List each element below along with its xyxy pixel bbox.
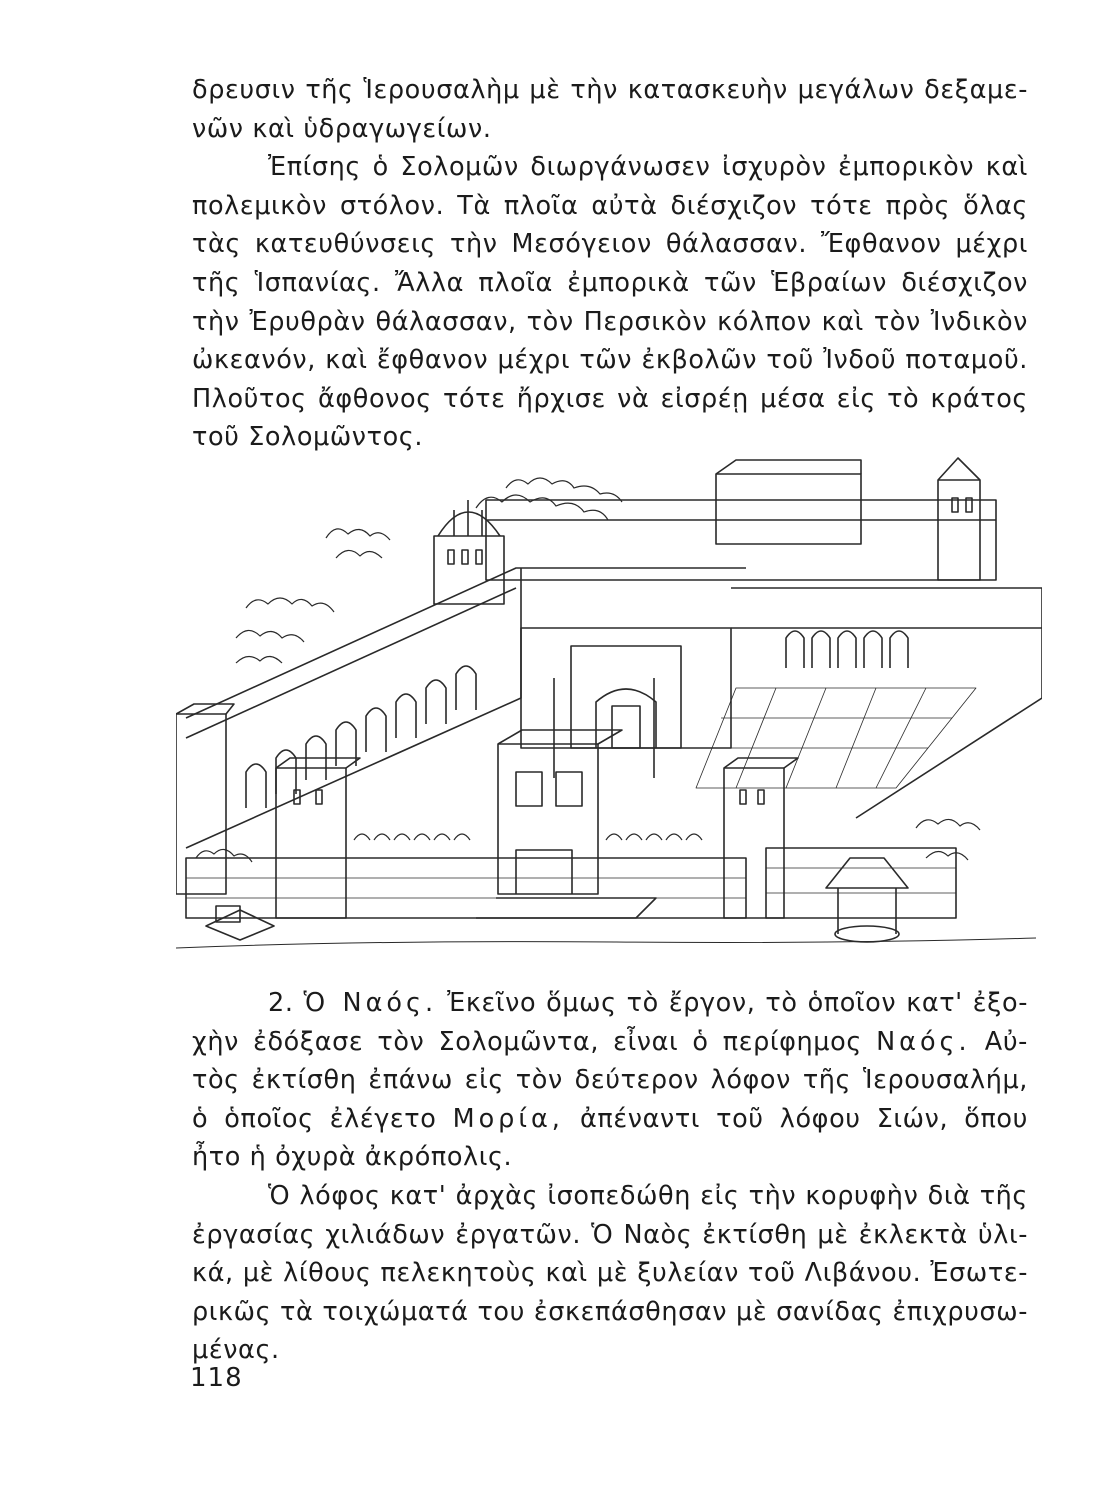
text-fragment: Ἐκεῖνο ὅμως τὸ ἔργον, τὸ ὁποῖον κατ' ἐξο- bbox=[447, 988, 1028, 1018]
paragraph-1 bbox=[192, 71, 1028, 148]
text-line: Ὁ λόφος κατ' ἀρχὰς ἰσοπεδώθη εἰς τὴν κορυφὴν διὰ τῆς bbox=[268, 1180, 1028, 1211]
text-line: νῶν καὶ ὑδραγωγείων. bbox=[192, 113, 492, 144]
upper-text bbox=[192, 71, 1028, 457]
text-fragment: χὴν ἐδόξασε τὸν Σολομῶντα, εἶναι ὁ περίφημος bbox=[192, 1026, 862, 1057]
text-line: κά, μὲ λίθους πελεκητοὺς καὶ μὲ ξυλείαν τοῦ Λιβάνου. Ἐσωτε- bbox=[192, 1258, 1028, 1289]
text-line: τὴν Ἐρυθρὰν θάλασσαν, τὸν Περσικὸν κόλπον καὶ τὸν Ἰνδικὸν bbox=[192, 306, 1028, 337]
section-paragraph-cont bbox=[192, 1023, 1028, 1177]
text-line bbox=[192, 984, 1028, 1023]
page-number: 118 bbox=[190, 1363, 243, 1393]
text-line: ἦτο ἡ ὀχυρὰ ἀκρόπολις. bbox=[192, 1142, 513, 1173]
text-line: Πλοῦτος ἄφθονος τότε ἤρχισε νὰ εἰσρέῃ μέσα εἰς τὸ κράτος bbox=[192, 383, 1028, 414]
emphasized-word: Ναός. bbox=[876, 1026, 971, 1057]
text-line: τοῦ Σολομῶντος. bbox=[192, 422, 424, 453]
text-line: ὠκεανόν, καὶ ἔφθανον μέχρι τῶν ἐκβολῶν τοῦ Ἰνδοῦ ποταμοῦ. bbox=[192, 345, 1028, 376]
left-arcade bbox=[246, 666, 476, 808]
front-arcade bbox=[354, 834, 702, 840]
text-line: Ἐπίσης ὁ Σολομῶν διωργάνωσεν ἰσχυρὸν ἐμπορικὸν καὶ bbox=[268, 152, 1028, 183]
text-line bbox=[192, 1100, 1028, 1139]
section-paragraph bbox=[192, 984, 1028, 1023]
text-line: ρικῶς τὰ τοιχώματά του ἐσκεπάσθησαν μὲ σανίδας ἐπιχρυσω- bbox=[192, 1296, 1028, 1327]
text-fragment: Αὐ- bbox=[984, 1026, 1028, 1057]
text-line: τὸς ἐκτίσθη ἐπάνω εἰς τὸν δεύτερον λόφον τῆς Ἱερουσαλήμ, bbox=[192, 1065, 1028, 1096]
text-line: δρευσιν τῆς Ἱερουσαλὴμ μὲ τὴν κατασκευὴν μεγάλων δεξαμε- bbox=[192, 75, 1028, 105]
text-line: μένας. bbox=[192, 1335, 280, 1366]
text-line: τὰς κατευθύνσεις τὴν Μεσόγειον θάλασσαν. Ἔφθανον μέχρι bbox=[192, 229, 1028, 260]
temple-illustration bbox=[176, 448, 1042, 978]
right-arcade bbox=[786, 631, 908, 668]
paragraph-4 bbox=[192, 1177, 1028, 1370]
lower-text bbox=[192, 984, 1028, 1370]
text-line: ἐργασίας χιλιάδων ἐργατῶν. Ὁ Ναὸς ἐκτίσθη μὲ ἐκλεκτὰ ὑλι- bbox=[192, 1219, 1028, 1250]
text-fragment: ἀπέναντι τοῦ λόφου Σιών, ὅπου bbox=[580, 1103, 1028, 1134]
paragraph-2 bbox=[192, 148, 1028, 457]
text-line: πολεμικὸν στόλον. Τὰ πλοῖα αὐτὰ διέσχιζον τότε πρὸς ὅλας bbox=[192, 190, 1028, 221]
section-title: Ὁ Ναός. bbox=[303, 988, 438, 1018]
text-fragment: ὁ ὁποῖος ἐλέγετο bbox=[192, 1103, 437, 1134]
text-line bbox=[192, 1023, 1028, 1062]
trees bbox=[196, 478, 980, 862]
section-number: 2. bbox=[268, 988, 294, 1018]
emphasized-word: Μορία, bbox=[452, 1103, 564, 1134]
text-line: τῆς Ἱσπανίας. Ἄλλα πλοῖα ἐμπορικὰ τῶν Ἑβραίων διέσχιζον bbox=[192, 267, 1028, 298]
